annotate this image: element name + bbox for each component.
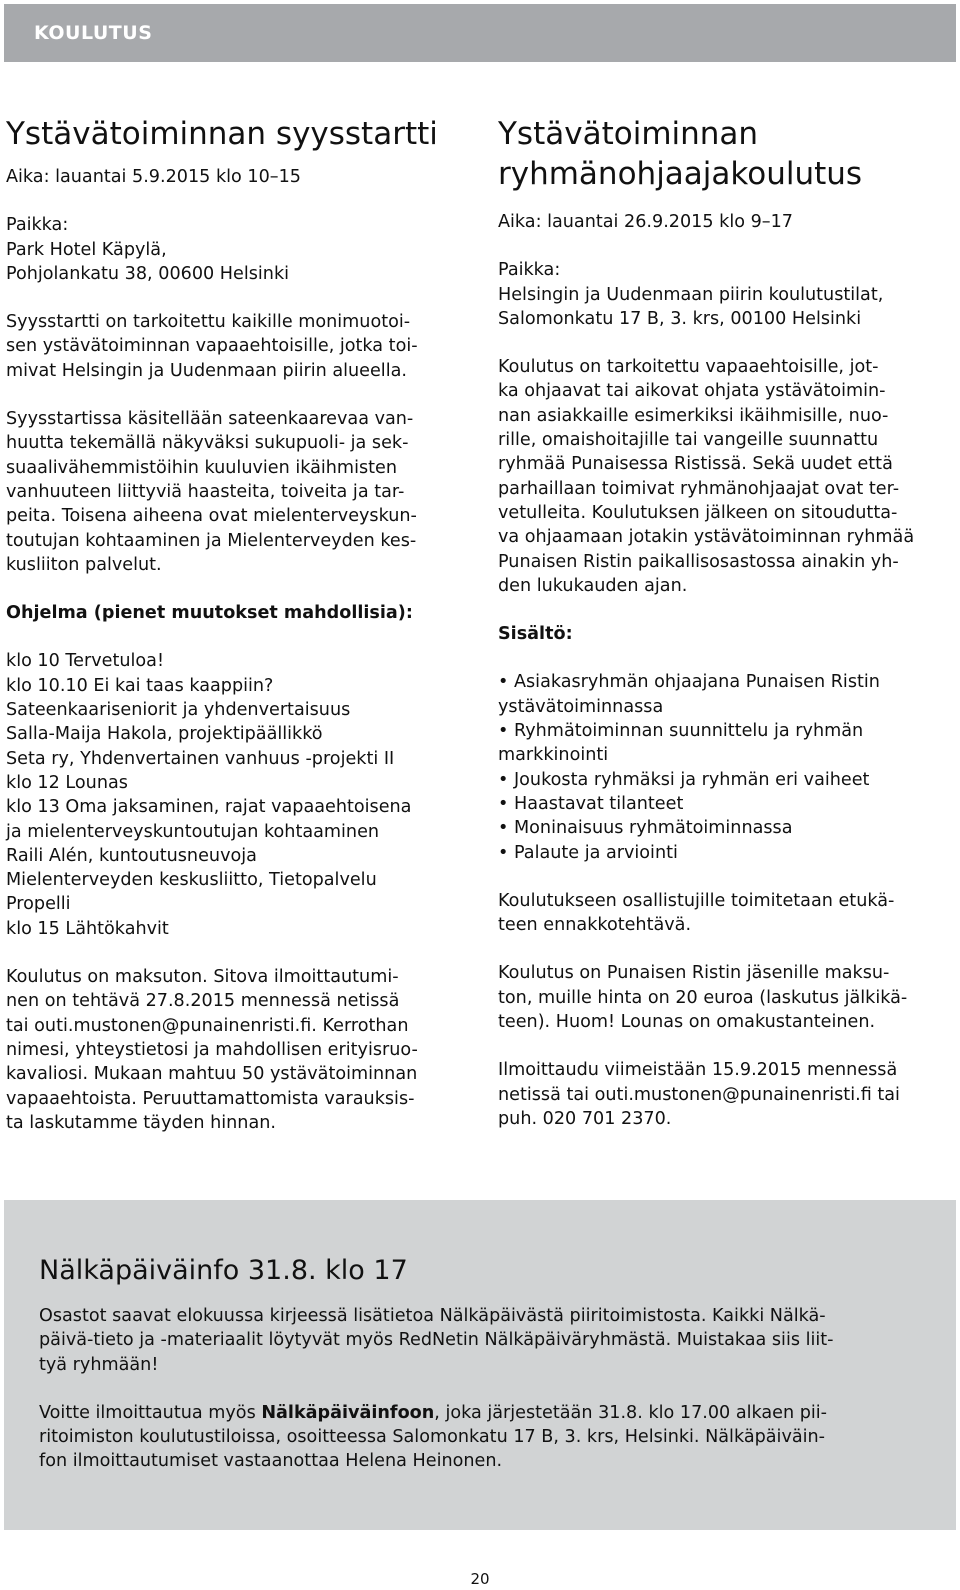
list-item: • Ryhmätoiminnan suunnittelu ja ryhmän	[498, 719, 958, 743]
info-title: Nälkäpäiväinfo 31.8. klo 17	[39, 1255, 408, 1286]
left-fee-info: Koulutus on maksuton. Sitova ilmoittautumi- nen on tehtävä 27.8.2015 mennessä netissä tai outi.mustonen@punainenristi.fi. Kerrothan nimesi, yhteystietosi ja mahdollisen erityisruo- kavaliosi. Mukaan mahtuu 50 ystävätoiminnan vapaaehtoista. Peruuttamattomista varauksis- ta laskutamme täyden hinnan.	[6, 967, 418, 1133]
place-label: Paikka:	[6, 215, 69, 236]
program-line: Propelli	[6, 894, 71, 915]
place-line: Helsingin ja Uudenmaan piirin koulutustilat,	[498, 284, 884, 305]
program-line: ja mielenterveyskuntoutujan kohtaaminen	[6, 821, 380, 842]
right-title: Ystävätoiminnan ryhmänohjaajakoulutus	[498, 116, 863, 192]
list-item: • Haastavat tilanteet	[498, 792, 958, 816]
program-line: klo 13 Oma jaksaminen, rajat vapaaehtoisena	[6, 797, 412, 818]
program-line: Mielenterveyden keskusliitto, Tietopalvelu	[6, 870, 377, 891]
program-line: Salla-Maija Hakola, projektipäällikkö	[6, 724, 323, 745]
list-item: • Moninaisuus ryhmätoiminnassa	[498, 816, 958, 840]
section-header-bar	[4, 4, 956, 62]
program-line: klo 10 Tervetuloa!	[6, 651, 164, 672]
program-heading-block	[6, 601, 468, 625]
program-line: Sateenkaariseniorit ja yhdenvertaisuus	[6, 700, 351, 721]
list-item-continuation: ystävätoiminnassa	[498, 696, 664, 717]
list-item: • Asiakasryhmän ohjaajana Punaisen Ristin	[498, 670, 958, 694]
content-heading-block	[498, 622, 958, 646]
list-item: • Joukosta ryhmäksi ja ryhmän eri vaiheet	[498, 768, 958, 792]
left-topics: Syysstartissa käsitellään sateenkaarevaa van- huutta tekemällä näkyväksi sukupuoli- ja sek- suaalivähemmistöihin kuuluvien ikäihmisten vanhuuteen liittyviä haasteita, toiveita ja tar- peita. Toisena aiheena ovat mielenterveyskun- toutujan kohtaaminen ja Mielenterveyden kes- kusliiton palvelut.	[6, 409, 417, 575]
right-fee-info: Koulutus on Punaisen Ristin jäsenille maksu- ton, muille hinta on 20 euroa (laskutus jälkikä- teen). Huom! Lounas on omakustanteinen.	[498, 963, 908, 1033]
right-time: Aika: lauantai 26.9.2015 klo 9–17	[498, 212, 793, 232]
right-column	[498, 110, 958, 1155]
content-heading: Sisältö:	[498, 624, 573, 645]
info-paragraph-1: Osastot saavat elokuussa kirjeessä lisätietoa Nälkäpäivästä piiritoimistosta. Kaikki Nälkä- päivä-tieto ja -materiaalit löytyvät myös RedNetin Nälkäpäiväryhmästä. Muistakaa siis liit- tyä ryhmään!	[39, 1306, 834, 1375]
place-line: Salomonkatu 17 B, 3. krs, 00100 Helsinki	[498, 308, 862, 329]
event-name: Nälkäpäiväinfoon	[261, 1402, 435, 1423]
signup-info: Ilmoittaudu viimeistään 15.9.2015 mennessä netissä tai outi.mustonen@punainenristi.fi tai puh. 020 701 2370.	[498, 1060, 900, 1129]
content-list	[498, 670, 958, 864]
right-intro: Koulutus on tarkoitettu vapaaehtoisille, jot- ka ohjaavat tai aikovat ohjata ystävätoimin- nan asiakkaille esimerkiksi ikäihmisille, nuo- rille, omaishoitajille tai vangeille suunnattu ryhmää Punaisessa Ristissä. Sekä uudet että parhaillaan toimivat ryhmänohjaajat ovat ter- vetulleita. Koulutuksen jälkeen on sitoudutta- va ohjaamaan jotakin ystävätoiminnan ryhmää Punaisen Ristin paikallisosastossa ainakin yh- den lukukauden ajan.	[498, 357, 915, 596]
left-title: Ystävätoiminnan syysstartti	[6, 116, 438, 152]
left-place	[6, 213, 468, 286]
place-label: Paikka:	[498, 260, 561, 281]
pre-assignment: Koulutukseen osallistujille toimitetaan etukä- teen ennakkotehtävä.	[498, 890, 895, 936]
right-place	[498, 258, 958, 331]
list-item: • Palaute ja arviointi	[498, 841, 958, 865]
program-line: klo 10.10 Ei kai taas kaappiin?	[6, 675, 274, 696]
program-line: klo 12 Lounas	[6, 772, 128, 793]
program-line: Seta ry, Yhdenvertainen vanhuus -projekti II	[6, 748, 395, 769]
left-intro: Syysstartti on tarkoitettu kaikille monimuotoi- sen ystävätoiminnan vapaaehtoisille, jotka toi- mivat Helsingin ja Uudenmaan piirin alueella.	[6, 312, 418, 381]
program-heading: Ohjelma (pienet muutokset mahdollisia):	[6, 603, 413, 624]
section-label: KOULUTUS	[34, 22, 153, 44]
info-paragraph-2: Voitte ilmoittautua myös Nälkäpäiväinfoon, joka järjestetään 31.8. klo 17.00 alkaen pii- ritoimiston koulutustiloissa, osoitteessa Salomonkatu 17 B, 3. krs, Helsinki. Nälkäpäiväin- fon ilmoittautumiset vastaanottaa Helena Heinonen.	[39, 1402, 828, 1472]
info-box	[4, 1200, 956, 1530]
place-line: Park Hotel Käpylä,	[6, 239, 167, 260]
left-time: Aika: lauantai 5.9.2015 klo 10–15	[6, 167, 301, 187]
place-line: Pohjolankatu 38, 00600 Helsinki	[6, 263, 290, 284]
left-column	[6, 110, 468, 1159]
page-number: 20	[470, 1570, 490, 1588]
program-line: klo 15 Lähtökahvit	[6, 918, 169, 939]
list-item-continuation: markkinointi	[498, 745, 609, 766]
program-list	[6, 649, 468, 941]
program-line: Raili Alén, kuntoutusneuvoja	[6, 845, 257, 866]
